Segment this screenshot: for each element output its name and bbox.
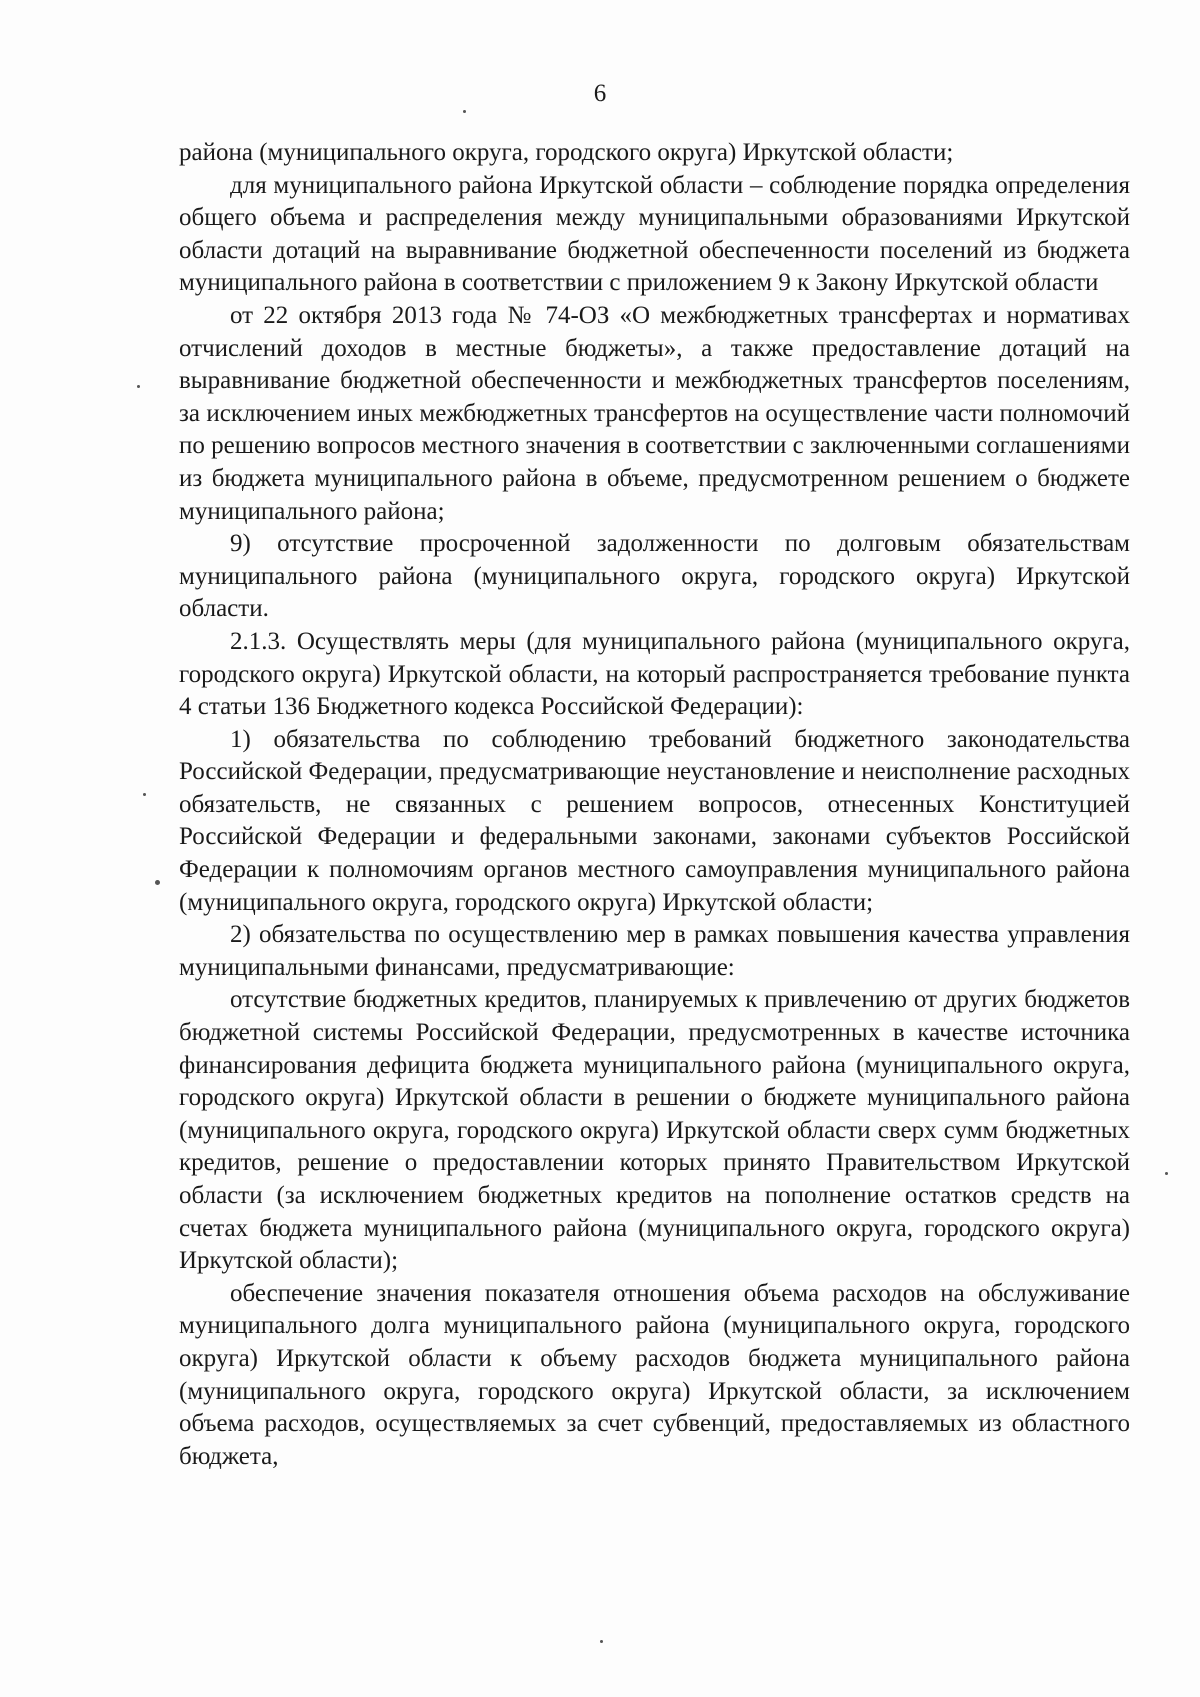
paragraph-3: от 22 октября 2013 года № 74-ОЗ «О межбюджетных трансфертах и нормативах отчислений доходов в местные бюджеты», а также предоставление дотаций на выравнивание бюджетной обеспеченности и межбюджетных трансфертов поселениям, за исключением иных межбюджетных трансфертов на осуществление части полномочий по решению вопросов местного значения в соответствии с заключенными соглашениями из бюджета муниципального района в объеме, предусмотренном решением о бюджете муниципального района; — [179, 301, 1130, 525]
paragraph-7: 2) обязательства по осуществлению мер в рамках повышения качества управления муниципальными финансами, предусматривающие: — [179, 921, 1130, 981]
document-body — [179, 137, 1130, 1473]
scan-speck — [143, 793, 146, 796]
scan-speck — [155, 880, 160, 885]
scan-speck — [463, 110, 466, 113]
paragraph-4: 9) отсутствие просроченной задолженности по долговым обязательствам муниципального района (муниципального округа, городского округа) Иркутской области. — [179, 530, 1130, 623]
page-number: 6 — [593, 80, 607, 107]
paragraph-2: для муниципального района Иркутской области – соблюдение порядка определения общего объема и распределения между муниципальными образованиями Иркутской области дотаций на выравнивание бюджетной обеспеченности поселений из бюджета муниципального района в соответствии с приложением 9 к Закону Иркутской области — [179, 171, 1130, 297]
paragraph-1: района (муниципального округа, городского округа) Иркутской области; — [179, 139, 954, 166]
paragraph-9: обеспечение значения показателя отношения объема расходов на обслуживание муниципального долга муниципального района (муниципального округа, городского округа) Иркутской области к объему расходов бюджета муниципального района (муниципального округа, городского округа) Иркутской области, за исключением объема расходов, осуществляемых за счет субвенций, предоставляемых из областного бюджета, — [179, 1279, 1130, 1470]
scan-speck — [1165, 1172, 1168, 1175]
paragraph-6: 1) обязательства по соблюдению требований бюджетного законодательства Российской Федерации, предусматривающие неустановление и неисполнение расходных обязательств, не связанных с решением вопросов, отнесенных Конституцией Российской Федерации и федеральными законами, законами субъектов Российской Федерации к полномочиям органов местного самоуправления муниципального района (муниципального округа, городского округа) Иркутской области; — [179, 725, 1130, 916]
paragraph-5: 2.1.3. Осуществлять меры (для муниципального района (муниципального округа, городского округа) Иркутской области, на который распространяется требование пункта 4 статьи 136 Бюджетного кодекса Российской Федерации): — [179, 627, 1130, 721]
scan-speck — [137, 385, 140, 388]
paragraph-8: отсутствие бюджетных кредитов, планируемых к привлечению от других бюджетов бюджетной системы Российской Федерации, предусмотренных в качестве источника финансирования дефицита бюджета муниципального района (муниципального округа, городского округа) Иркутской области в решении о бюджете муниципального района (муниципального округа, городского округа) Иркутской области сверх сумм бюджетных кредитов, решение о предоставлении которых принято Правительством Иркутской области (за исключением бюджетных кредитов на пополнение остатков средств на счетах бюджета муниципального района (муниципального округа, городского округа) Иркутской области); — [179, 986, 1130, 1275]
scan-speck — [600, 1640, 603, 1643]
